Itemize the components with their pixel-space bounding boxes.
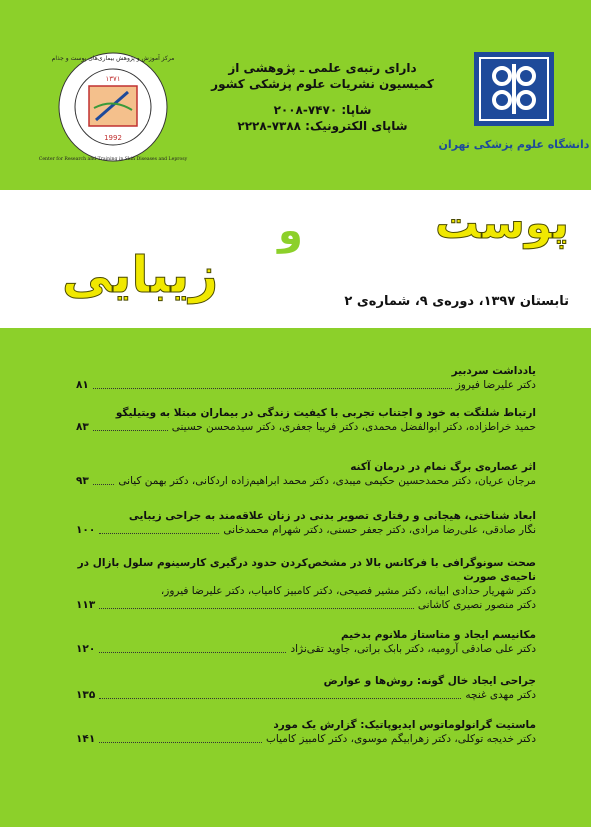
toc-title: مکانیسم ایجاد و متاستاز ملانوم بدخیم — [340, 629, 536, 641]
center-year-en: 1992 — [104, 134, 122, 142]
center-name-fa: مرکز آموزش و پژوهش بیماری‌های پوست و جذام — [51, 55, 175, 62]
toc-entry[interactable] — [76, 718, 536, 746]
center-seal-logo — [38, 48, 188, 166]
accreditation-line1: دارای رتبه‌ی علمی ـ پژوهشی از — [228, 61, 417, 75]
toc-authors: نگار صادقی، علی‌رضا مرادی، دکتر جعفر حسنی، دکتر شهرام محمدخانی — [223, 524, 536, 536]
toc-title: ماستیت گرانولوماتوس ایدیوپاتیک: گزارش یک مورد — [273, 719, 536, 731]
toc-authors-cont: دکتر منصور نصیری کاشانی — [417, 599, 536, 611]
toc-entry[interactable] — [76, 460, 536, 488]
toc-entry[interactable] — [76, 406, 536, 434]
toc-title: ارتباط شلتگت به خود و اجتناب تجربی با کیفیت زندگی در بیماران مبتلا به ویتیلیگو — [115, 407, 536, 419]
issue-info: تابستان ۱۳۹۷، دوره‌ی ۹، شماره‌ی ۲ — [344, 294, 569, 309]
toc-title: جراحی ایجاد خال گونه: روش‌ها و عوارض — [323, 675, 536, 687]
toc-page: ۹۳ — [76, 475, 89, 487]
issn-online: شاپای الکترونیک: ۷۳۸۸-۲۲۲۸ — [237, 119, 408, 133]
journal-title-word1: پوست — [435, 198, 569, 249]
toc-entry[interactable] — [76, 674, 536, 702]
center-name-en: Center for Research and Training in Skin Diseases and Leprosy — [38, 157, 188, 162]
toc-title: یادداشت سردبیر — [451, 365, 536, 377]
toc-authors: دکتر خدیجه توکلی، دکتر زهرابیگم موسوی، دکتر کامبیز کامیاب — [265, 733, 536, 745]
toc-page: ۱۱۳ — [76, 599, 96, 611]
toc-authors: دکتر علیرضا فیروز — [455, 379, 536, 391]
journal-title-conj: و — [278, 208, 303, 254]
toc-title: ابعاد شناختی، هیجانی و رفتاری تصویر بدنی در زنان علاقه‌مند به جراحی زیبایی — [128, 510, 536, 522]
journal-info — [200, 60, 445, 134]
toc-title: صحت سونوگرافی با فرکانس بالا در مشخص‌کردن حدود درگیری کارسینوم سلول بازال در ناحیه‌ی صورت — [77, 557, 536, 583]
toc-page: ۱۰۰ — [76, 524, 96, 536]
toc-page: ۱۳۵ — [76, 689, 96, 701]
journal-title-word2: زیبایی — [62, 246, 219, 304]
center-year-fa: ۱۳۷۱ — [105, 75, 121, 83]
issn-print: شاپا: ۷۴۷۰-۲۰۰۸ — [273, 103, 372, 117]
university-logo — [438, 50, 590, 156]
toc-page: ۸۱ — [76, 379, 89, 391]
toc-entry[interactable] — [76, 509, 536, 537]
toc-page: ۸۳ — [76, 421, 89, 433]
toc-entry[interactable] — [76, 628, 536, 656]
toc-entry[interactable] — [76, 364, 536, 392]
toc-entry[interactable] — [76, 556, 536, 612]
toc-authors: دکتر شهریار حدادی ابیانه، دکتر مشیر فصیحی، دکتر کامبیز کامیاب، دکتر علیرضا فیروز، — [160, 585, 536, 597]
university-name: دانشگاه علوم پزشکی تهران — [438, 138, 590, 151]
toc-page: ۱۴۱ — [76, 733, 96, 745]
toc-authors: دکتر مهدی غنچه — [465, 689, 536, 701]
accreditation-line2: کمیسیون نشریات علوم پزشکی کشور — [211, 77, 434, 91]
toc-authors: حمید خراطزاده، دکتر ابوالفضل محمدی، دکتر فریبا جعفری، دکتر سیدمحسن حسینی — [171, 421, 536, 433]
toc-page: ۱۲۰ — [76, 643, 96, 655]
toc-authors: دکتر علی صادقی آرومیه، دکتر بابک براتی، جاوید تقی‌نژاد — [290, 643, 536, 655]
toc-title: اثر عصاره‌ی برگ نمام در درمان آکنه — [350, 461, 536, 473]
toc-authors: مرجان عریان، دکتر محمدحسین حکیمی میبدی، دکتر محمد ابراهیم‌زاده اردکانی، دکتر بهمن کیانی — [118, 475, 536, 487]
